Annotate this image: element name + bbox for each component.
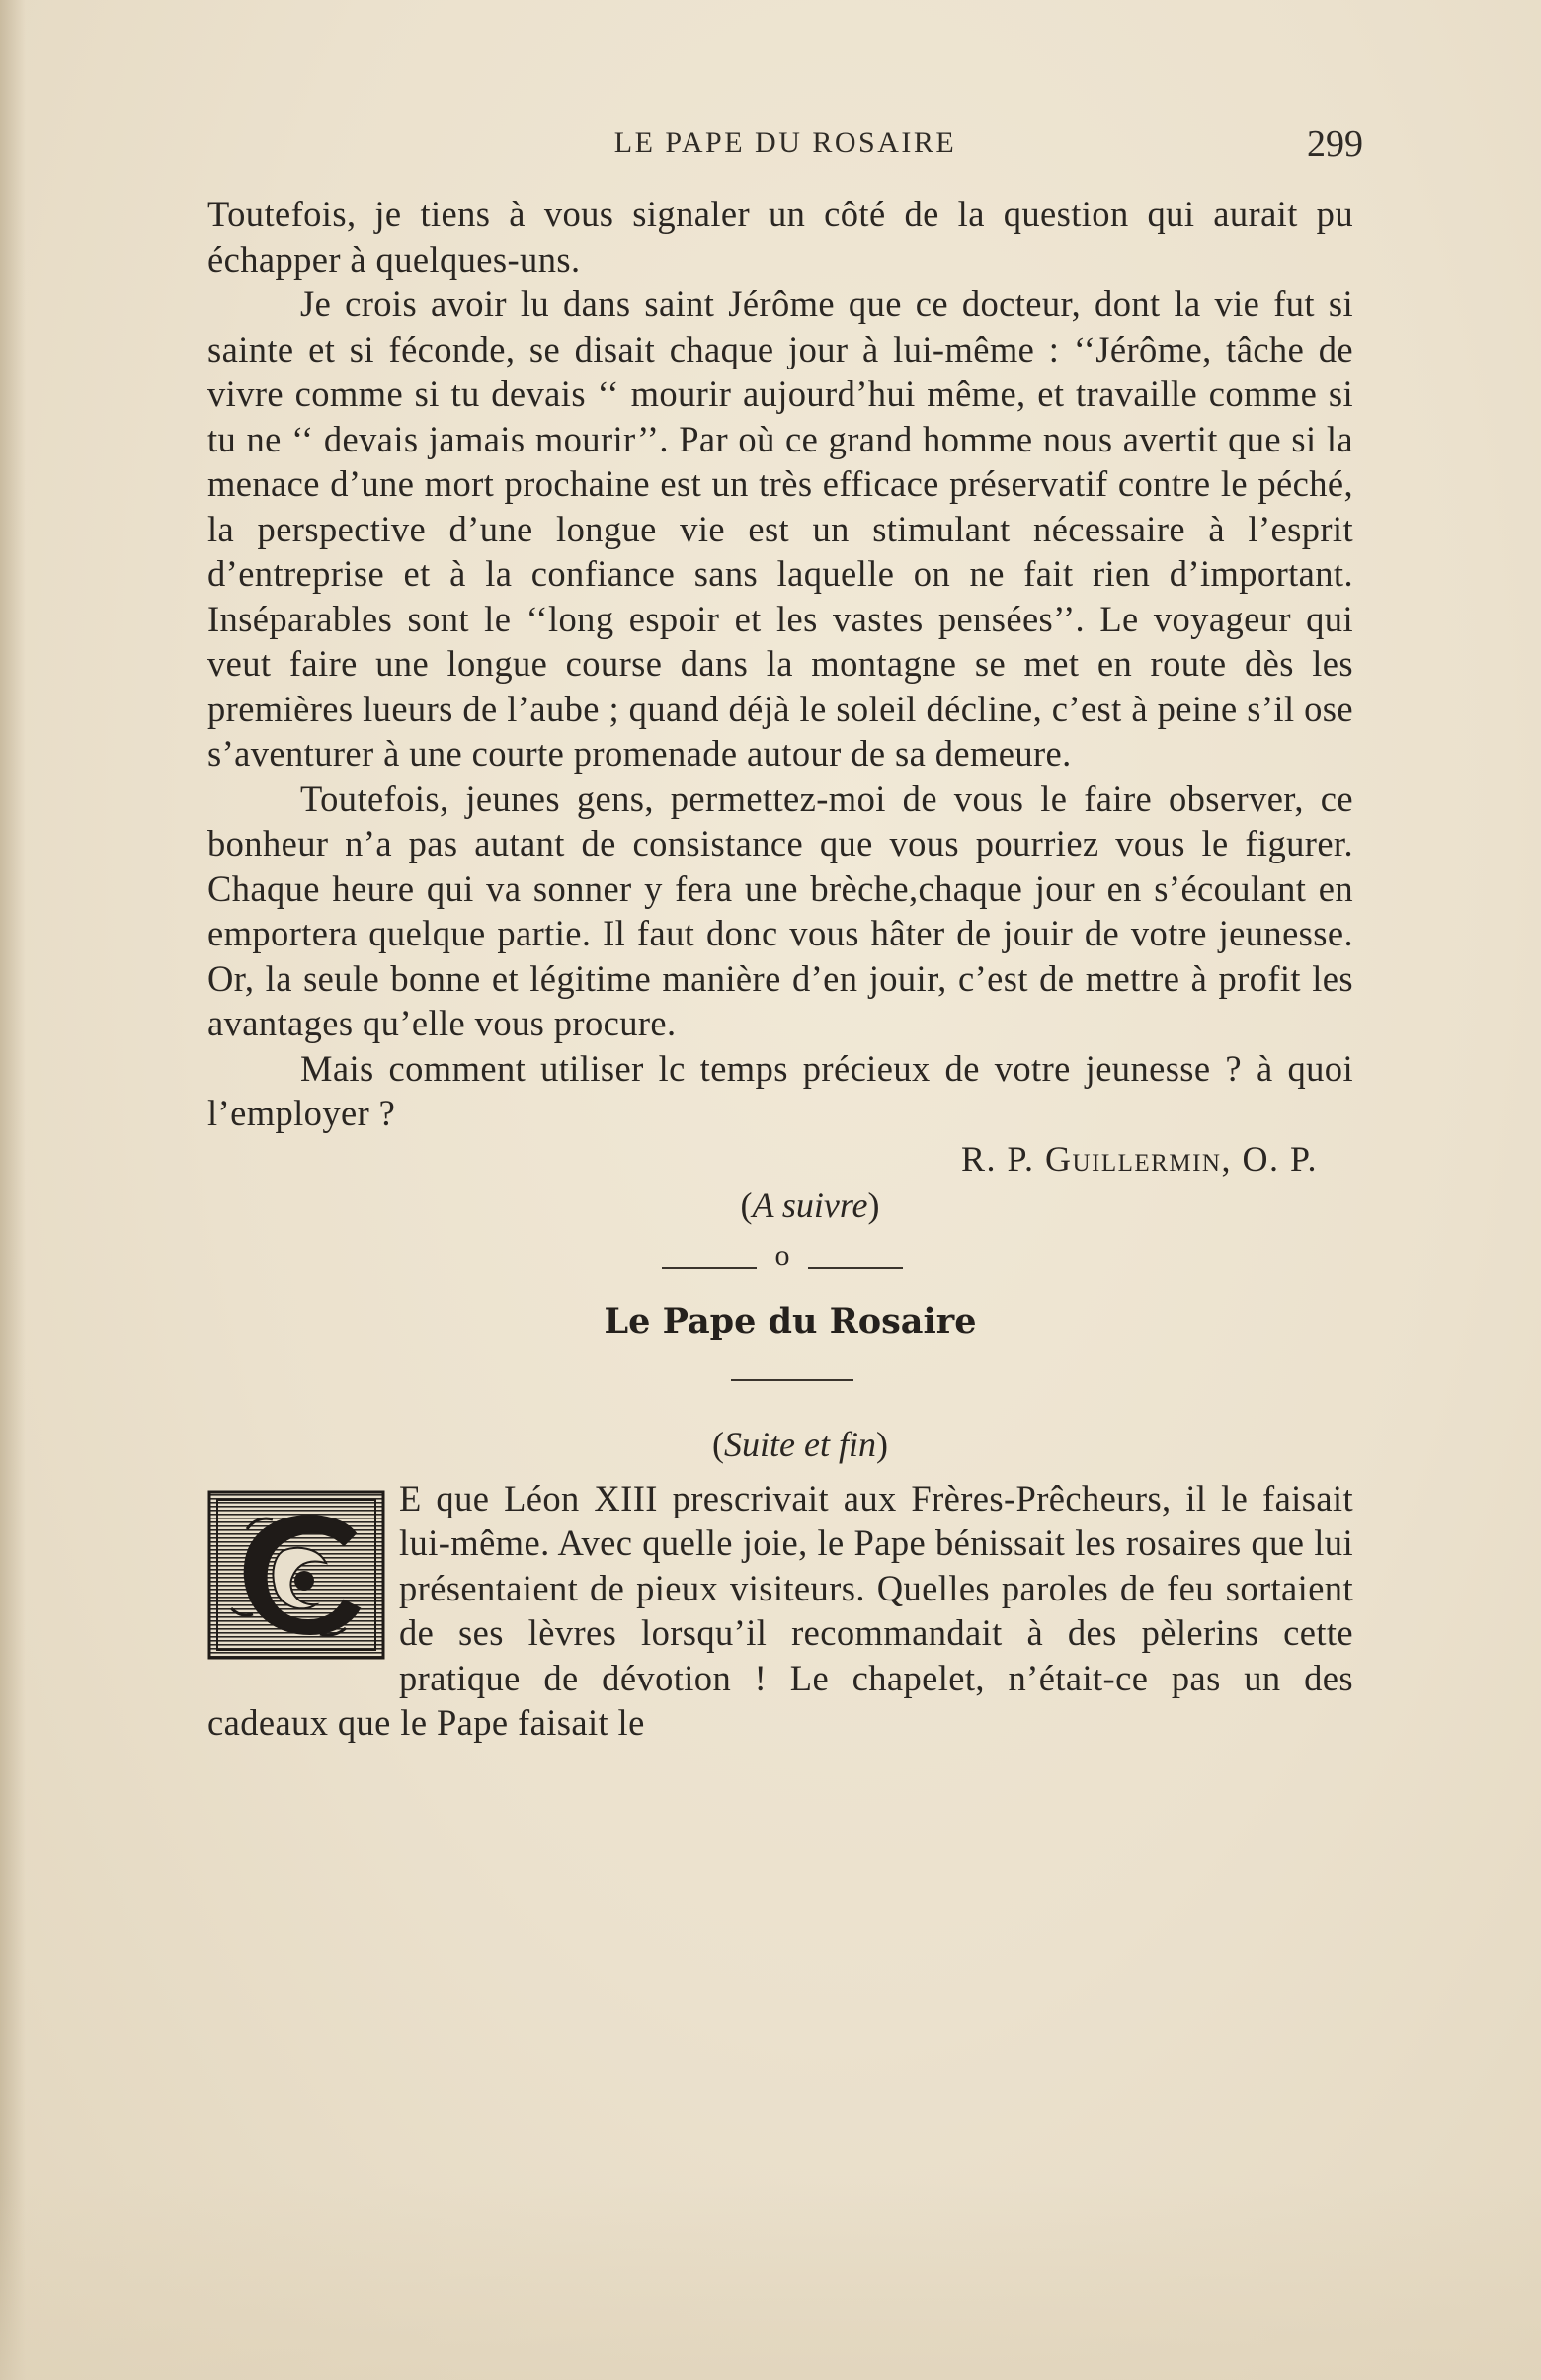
separator-rule-right <box>808 1267 903 1269</box>
page-bottom-tint <box>0 2182 1541 2380</box>
drop-cap-ornament-icon <box>207 1490 385 1660</box>
to-be-continued-text: A suivre <box>752 1185 868 1225</box>
subtitle-open: ( <box>712 1424 725 1464</box>
title-underline-rule <box>731 1379 853 1381</box>
ornamental-drop-cap <box>207 1490 385 1660</box>
paragraph-3: Toutefois, jeunes gens, permettez-moi de vous le faire observer, ce bonheur n’a pas autant de consistance que vous pourriez vous le figurer. Chaque heure qui va sonner y fera une brèche,chaque jour en s’écoulant en emportera quelque partie. Il faut donc vous hâter de jouir de votre jeunesse. Or, la seule bonne et légitime manière d’en jouir, c’est de mettre à profit les avantages qu’elle vous procure. <box>207 778 1353 1043</box>
author-signature <box>207 1136 1353 1182</box>
to-be-continued <box>207 1182 1353 1229</box>
subtitle-text: Suite et fin <box>724 1424 876 1464</box>
subtitle-close: ) <box>875 1424 888 1464</box>
author-initials: R. P. <box>960 1138 1045 1179</box>
separator-glyph: o <box>774 1238 790 1272</box>
author-name: Guillermin <box>1044 1138 1222 1179</box>
page-body <box>207 192 1353 1746</box>
to-be-continued-close: ) <box>867 1185 880 1225</box>
article-first-paragraph: E que Léon XIII prescrivait aux Frères-Prêcheurs, il le faisait lui-même. Avec quelle joie, le Pape bénissait les rosaires que lui présentaient de pieux visiteurs. Quelles paroles de feu sortaient de ses lèvres lorsqu’il recommandait à des pèlerins cette pratique de dévotion ! Le chapelet, n’était-ce pas un des cadeaux que le Pape faisait le <box>207 1477 1353 1743</box>
page-header <box>207 119 1363 178</box>
paragraph-2: Je crois avoir lu dans saint Jérôme que ce docteur, dont la vie fut si sainte et si féconde, se disait chaque jour à lui-même : ‘‘Jérôme, tâche de vivre comme si tu devais ‘‘ mourir aujourd’hui même, et travaille comme si tu ne ‘‘ devais jamais mourir’’. Par où ce grand homme nous avertit que si la menace d’une mort prochaine est un très efficace préservatif contre le péché, la perspective d’une longue vie est un stimulant nécessaire à l’esprit d’entreprise et à la confiance sans laquelle on ne fait rien d’important. Inséparables sont le ‘‘long espoir et les vastes pensées’’. Le voyageur qui veut faire une longue course dans la montagne se met en route dès les premières lueurs de l’aube ; quand déjà le soleil décline, c’est à peine s’il ose s’aventurer à une courte promenade autour de sa demeure. <box>207 284 1353 774</box>
to-be-continued-open: ( <box>740 1185 753 1225</box>
article-title: Le Pape du Rosaire <box>604 1300 977 1342</box>
article-subtitle <box>207 1421 1353 1468</box>
first-paragraph-block <box>207 1476 1353 1746</box>
paragraph-1: Toutefois, je tiens à vous signaler un côté de la question qui aurait pu échapper à quelques-uns. <box>207 194 1353 280</box>
author-order: , O. P. <box>1221 1138 1318 1179</box>
running-title: LE PAPE DU ROSAIRE <box>613 126 957 159</box>
section-separator <box>207 1237 1353 1292</box>
page-number: 299 <box>1307 123 1363 165</box>
spine-shadow <box>0 0 26 2380</box>
separator-rule-left <box>662 1267 757 1269</box>
paragraph-4: Mais comment utiliser lc temps précieux de votre jeunesse ? à quoi l’employer ? <box>207 1047 1353 1133</box>
